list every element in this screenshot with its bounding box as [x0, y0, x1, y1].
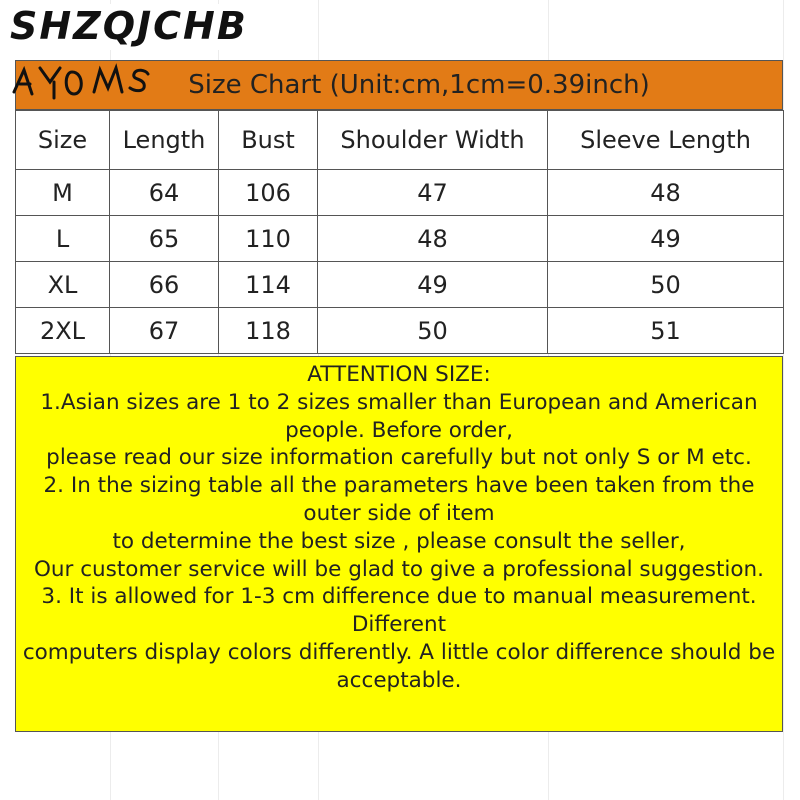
- brand-watermark: SHZQJCHB: [8, 4, 254, 50]
- notes-line: Our customer service will be glad to give a professional suggestion.: [34, 556, 764, 582]
- table-row: [16, 170, 784, 216]
- size-table: [15, 110, 784, 354]
- table-cell: 114: [219, 262, 318, 308]
- table-cell: 2XL: [16, 308, 110, 354]
- notes-line: 1.Asian sizes are 1 to 2 sizes smaller than European and American people. Before order,: [40, 389, 758, 443]
- table-cell: 64: [110, 170, 219, 216]
- table-cell: 118: [219, 308, 318, 354]
- table-cell: M: [16, 170, 110, 216]
- size-chart-title: Size Chart (Unit:cm,1cm=0.39inch): [188, 70, 650, 100]
- attention-notes: [15, 356, 783, 732]
- table-header-row: [16, 111, 784, 170]
- table-cell: 106: [219, 170, 318, 216]
- scribble-overlay: [10, 58, 220, 104]
- table-cell: 49: [318, 262, 548, 308]
- notes-line: 3. It is allowed for 1-3 cm difference due to manual measurement. Different: [41, 584, 757, 638]
- table-row: [16, 262, 784, 308]
- table-cell: 50: [548, 262, 784, 308]
- column-header: Size: [16, 111, 110, 170]
- column-header: Sleeve Length: [548, 111, 784, 170]
- table-cell: 47: [318, 170, 548, 216]
- table-cell: 51: [548, 308, 784, 354]
- notes-line: 2. In the sizing table all the parameters have been taken from the outer side of item: [43, 473, 755, 526]
- table-cell: 50: [318, 308, 548, 354]
- table-cell: L: [16, 216, 110, 262]
- table-cell: 67: [110, 308, 219, 354]
- notes-line: to determine the best size , please consult the seller,: [112, 528, 686, 554]
- table-row: [16, 308, 784, 354]
- table-cell: 48: [318, 216, 548, 262]
- table-row: [16, 216, 784, 262]
- column-header: Shoulder Width: [318, 111, 548, 170]
- column-header: Bust: [219, 111, 318, 170]
- notes-line: please read our size information carefully but not only S or M etc.: [46, 445, 752, 471]
- column-header: Length: [110, 111, 219, 170]
- table-cell: 49: [548, 216, 784, 262]
- table-cell: 110: [219, 216, 318, 262]
- notes-heading: ATTENTION SIZE:: [307, 362, 491, 387]
- table-cell: 48: [548, 170, 784, 216]
- table-cell: 66: [110, 262, 219, 308]
- notes-line: computers display colors differently. A little color difference should be acceptable.: [22, 639, 776, 693]
- table-cell: 65: [110, 216, 219, 262]
- table-cell: XL: [16, 262, 110, 308]
